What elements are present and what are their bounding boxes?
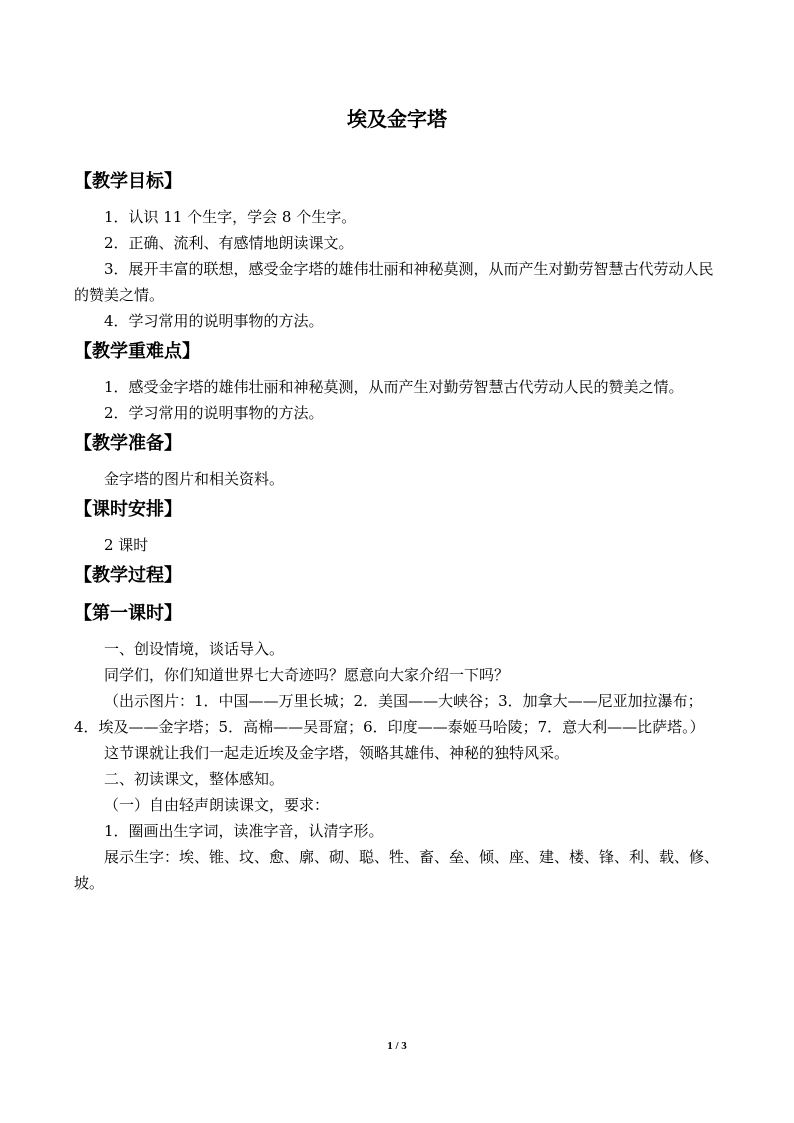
key-point-1: 1．感受金字塔的雄伟壮丽和神秘莫测，从而产生对勤劳智慧古代劳动人民的赞美之情。: [104, 378, 684, 396]
lesson-sub-step-1: （一）自由轻声朗读课文，要求：: [104, 796, 330, 814]
page-number: 1 / 3: [387, 1040, 407, 1052]
lesson-wonders-list: （出示图片：1．中国——万里长城；2．美国——大峡谷；3．加拿大——尼亚加拉瀑布；4．埃及——金字塔；5．高棉——吴哥窟；6．印度——泰姬马哈陵；7．意大利——比萨塔。）: [74, 692, 705, 736]
document-body: [74, 170, 724, 896]
objective-3: 3．展开丰富的联想，感受金字塔的雄伟壮丽和神秘莫测，从而产生对勤劳智慧古代劳动人民的赞美之情。: [74, 260, 714, 304]
lesson-step-1: 一、创设情境，谈话导入。: [104, 640, 285, 658]
preparation-text: 金字塔的图片和相关资料。: [104, 470, 285, 488]
key-point-2: 2．学习常用的说明事物的方法。: [104, 404, 324, 422]
objective-1: 1．认识 11 个生字，学会 8 个生字。: [104, 208, 357, 226]
document-title: 埃及金字塔: [347, 107, 447, 131]
lesson-step-2: 二、初读课文，整体感知。: [104, 770, 285, 788]
objective-4: 4．学习常用的说明事物的方法。: [104, 312, 324, 330]
heading-preparation: 【教学准备】: [74, 433, 182, 454]
lesson-intro: 这节课就让我们一起走近埃及金字塔，领略其雄伟、神秘的独特风采。: [104, 744, 570, 762]
lesson-new-characters: 展示生字：埃、锥、坟、愈、廓、砌、聪、牲、畜、垒、倾、座、建、楼、锋、利、载、修、坡。: [74, 848, 720, 892]
schedule-text: 2 课时: [104, 536, 149, 554]
heading-objectives: 【教学目标】: [74, 171, 182, 192]
heading-schedule: 【课时安排】: [74, 499, 182, 520]
heading-key-points: 【教学重难点】: [74, 341, 200, 362]
objective-2: 2．正确、流利、有感情地朗读课文。: [104, 234, 354, 252]
heading-process: 【教学过程】: [74, 565, 182, 586]
lesson-question: 同学们，你们知道世界七大奇迹吗？愿意向大家介绍一下吗？: [104, 666, 510, 684]
heading-first-lesson: 【第一课时】: [74, 603, 182, 624]
lesson-requirement-1: 1．圈画出生字词，读准字音，认清字形。: [104, 822, 384, 840]
